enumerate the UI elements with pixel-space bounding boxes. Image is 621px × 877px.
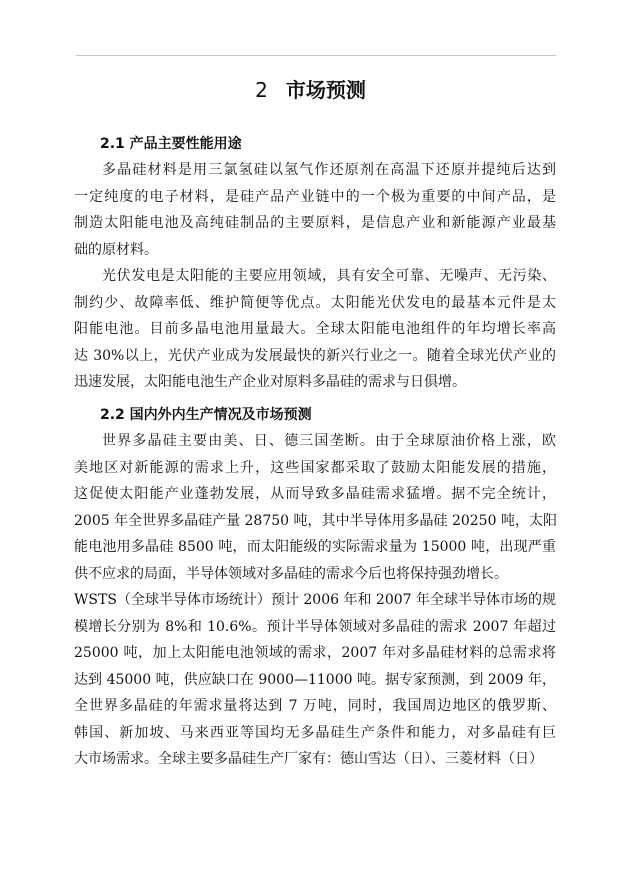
- paragraph-market-forecast: [74, 428, 556, 773]
- paragraph-line: 阳能电池。目前多晶电池用量最大。全球太阳能电池组件的年均增长率高: [74, 321, 556, 337]
- paragraph-line: 这促使太阳能产业蓬勃发展，从而导致多晶硅需求猛增。据不完全统计，: [74, 486, 556, 502]
- paragraph-line: 制约少、故障率低、维护简便等优点。太阳能光伏发电的最基本元件是太: [74, 294, 556, 311]
- header-rule: [76, 55, 556, 56]
- paragraph-line: 光伏发电是太阳能的主要应用领域，具有安全可靠、无噪声、无污染、: [102, 268, 556, 284]
- chapter-title-text: 市场预测: [285, 78, 366, 102]
- paragraph-line: 制造太阳能电池及高纯硅制品的主要原料，是信息产业和新能源产业最基: [74, 215, 556, 231]
- paragraph-line: 世界多晶硅主要由美、日、德三国垄断。由于全球原油价格上涨，欧: [102, 433, 556, 449]
- chapter-title: [0, 76, 621, 104]
- paragraph-photovoltaic: [74, 263, 556, 396]
- paragraph-line: 25000 吨，加上太阳能电池领域的需求，2007 年对多晶硅材料的总需求将: [74, 645, 556, 661]
- paragraph-line: 全世界多晶硅的年需求量将达到 7 万吨，同时，我国周边地区的俄罗斯、: [74, 698, 556, 714]
- paragraph-line: 达到 45000 吨，供应缺口在 9000—11000 吨。据专家预测，到 2009 年，: [74, 671, 556, 688]
- chapter-number: 2: [255, 78, 268, 102]
- paragraph-line: 达 30%以上，光伏产业成为发展最快的新兴行业之一。随着全球光伏产业的: [74, 347, 556, 364]
- paragraph-line: 美地区对新能源的需求上升，这些国家都采取了鼓励太阳能发展的措施，: [74, 459, 556, 476]
- paragraph-line: 础的原材料。: [74, 241, 158, 258]
- section-heading-2-1: 2.1 产品主要性能用途: [100, 136, 242, 152]
- paragraph-line: 能电池用多晶硅 8500 吨，而太阳能级的实际需求量为 15000 吨，出现严重: [74, 539, 556, 555]
- paragraph-line: 多晶硅材料是用三氯氢硅以氢气作还原剂在高温下还原并提纯后达到: [102, 162, 556, 178]
- paragraph-line: 2005 年全世界多晶硅产量 28750 吨，其中半导体用多晶硅 20250 吨，太阳: [74, 512, 557, 529]
- section-heading-2-2: 2.2 国内外内生产情况及市场预测: [100, 407, 312, 423]
- paragraph-line: 模增长分别为 8%和 10.6%。预计半导体领域对多晶硅的需求 2007 年超过: [74, 618, 556, 635]
- paragraph-polysilicon-material: [74, 157, 556, 263]
- paragraph-line: 大市场需求。全球主要多晶硅生产厂家有：德山雪达（日）、三菱材料（日）: [74, 751, 543, 767]
- paragraph-line: WSTS（全球半导体市场统计）预计 2006 年和 2007 年全球半导体市场的规: [74, 592, 556, 608]
- paragraph-line: 韩国、新加坡、马来西亚等国均无多晶硅生产条件和能力，对多晶硅有巨: [74, 724, 556, 741]
- paragraph-line: 一定纯度的电子材料，是硅产品产业链中的一个极为重要的中间产品，是: [74, 188, 556, 205]
- paragraph-line: 迅速发展，太阳能电池生产企业对原料多晶硅的需求与日俱增。: [74, 374, 466, 390]
- paragraph-line: 供不应求的局面，半导体领域对多晶硅的需求今后也将保持强劲增长。: [74, 565, 508, 582]
